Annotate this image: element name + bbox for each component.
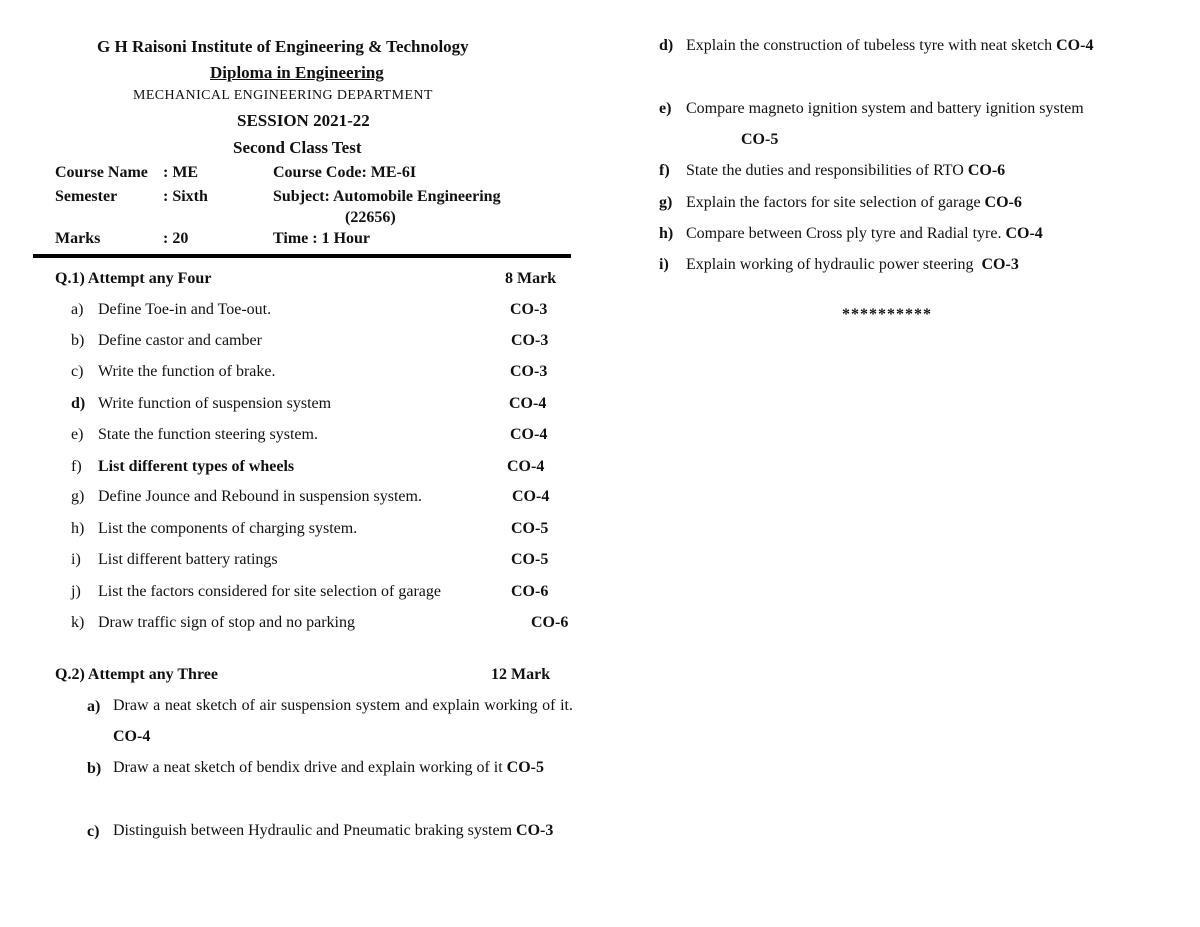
q2-item-co: CO-5 — [741, 131, 779, 148]
q1-item-text: List the factors considered for site selection of garage — [98, 583, 441, 600]
q1-item-label: h) — [71, 520, 85, 537]
q1-item-co: CO-3 — [511, 332, 549, 349]
q1-item-label: k) — [71, 614, 85, 631]
q1-item-co: CO-4 — [512, 488, 550, 505]
q1-item-text: Define castor and camber — [98, 332, 262, 349]
q2-item-label: b) — [87, 760, 102, 777]
q2-item-text: Explain the factors for site selection of garage — [686, 194, 981, 211]
institute-name: G H Raisoni Institute of Engineering & Technology — [97, 37, 469, 56]
time: Time : 1 Hour — [273, 230, 371, 247]
q1-item-text: List different battery ratings — [98, 551, 278, 568]
q2-item-label: f) — [659, 162, 670, 179]
q1-item-label: d) — [71, 395, 86, 412]
subject-code: (22656) — [345, 209, 396, 226]
q1-item-label: j) — [71, 583, 81, 600]
q1-item-text: Write function of suspension system — [98, 395, 332, 412]
header-divider — [33, 254, 571, 258]
q2-item-co: CO-4 — [1056, 37, 1094, 54]
subject: Subject: Automobile Engineering — [273, 188, 501, 205]
q1-item-label: a) — [71, 301, 84, 318]
q2-item-text: Explain working of hydraulic power steering — [686, 256, 974, 273]
q2-item-label: d) — [659, 37, 674, 54]
q1-item-label: g) — [71, 488, 85, 505]
q2-item — [686, 30, 1146, 61]
q2-item-co: CO-4 — [113, 728, 151, 745]
q2-item-label: c) — [87, 823, 100, 840]
q2-item-text: Compare between Cross ply tyre and Radial tyre. — [686, 225, 1002, 242]
q1-item-label: b) — [71, 332, 85, 349]
q2-item-label: a) — [87, 698, 101, 715]
q2-item-text: Draw a neat sketch of bendix drive and explain working of it — [113, 759, 503, 776]
q1-item-text: Write the function of brake. — [98, 363, 276, 380]
q1-item-label: f) — [71, 458, 82, 475]
q1-item-co: CO-3 — [510, 301, 548, 318]
q2-item-label: e) — [659, 100, 672, 117]
marks-label: Marks — [55, 230, 101, 247]
q2-item-label: h) — [659, 225, 674, 242]
q2-item-text: Compare magneto ignition system and battery ignition system — [686, 100, 1084, 117]
q1-item-co: CO-4 — [507, 458, 545, 475]
marks-value: : 20 — [163, 230, 189, 247]
q2-item — [686, 225, 1043, 243]
q1-item-co: CO-5 — [511, 551, 549, 568]
q1-marks: 8 Mark — [505, 270, 557, 287]
q2-item-label: i) — [659, 256, 669, 273]
q1-item-co: CO-6 — [511, 583, 549, 600]
q2-item-co: CO-6 — [967, 162, 1006, 179]
semester-value: : Sixth — [163, 188, 208, 205]
course-code: Course Code: ME-6I — [273, 164, 417, 181]
q2-item-co: CO-5 — [506, 759, 544, 776]
q1-item-label: e) — [71, 426, 84, 443]
q2-item-text: Explain the construction of tubeless tyre with neat sketch — [686, 37, 1053, 54]
q1-item-text: List different types of wheels — [98, 458, 295, 475]
q2-item — [113, 752, 573, 783]
course-name-label: Course Name — [55, 164, 148, 181]
q1-title: Q.1) Attempt any Four — [55, 270, 212, 287]
q1-item-text: State the function steering system. — [98, 426, 318, 443]
department-name: MECHANICAL ENGINEERING DEPARTMENT — [133, 88, 433, 103]
q2-item — [686, 162, 1005, 180]
q1-item-co: CO-6 — [531, 614, 569, 631]
q1-item-text: Define Jounce and Rebound in suspension system. — [98, 488, 422, 505]
q2-item-co: CO-6 — [984, 194, 1022, 211]
q1-item-text: Define Toe-in and Toe-out. — [98, 301, 272, 318]
q1-item-label: i) — [71, 551, 81, 568]
q2-item — [686, 194, 1022, 212]
q2-item-label: g) — [659, 194, 673, 211]
q2-item-co: CO-3 — [981, 256, 1019, 273]
q2-item-text: Draw a neat sketch of air suspension system and explain working of it. — [113, 697, 573, 714]
q1-item-co: CO-4 — [509, 395, 547, 412]
q2-title: Q.2) Attempt any Three — [55, 666, 218, 683]
q2-item-text: Distinguish between Hydraulic and Pneumatic braking system — [113, 822, 513, 839]
q1-item-text: Draw traffic sign of stop and no parking — [98, 614, 355, 631]
q2-item — [113, 690, 573, 752]
q2-item — [113, 815, 573, 846]
semester-label: Semester — [55, 188, 118, 205]
q2-item-co: CO-3 — [516, 822, 554, 839]
q1-item-co: CO-5 — [511, 520, 549, 537]
session-title: SESSION 2021-22 — [237, 111, 370, 130]
q2-item — [686, 256, 1019, 274]
q2-marks: 12 Mark — [491, 666, 551, 683]
q2-item-text: State the duties and responsibilities of RTO — [686, 162, 964, 179]
course-name-value: : ME — [163, 164, 199, 181]
q1-item-co: CO-3 — [510, 363, 548, 380]
q1-item-label: c) — [71, 363, 84, 380]
program-name: Diploma in Engineering — [210, 63, 384, 82]
q1-item-text: List the components of charging system. — [98, 520, 358, 537]
q1-item-co: CO-4 — [510, 426, 548, 443]
q2-item-co: CO-4 — [1005, 225, 1043, 242]
end-of-paper-mark: ********** — [842, 306, 932, 323]
test-title: Second Class Test — [233, 138, 362, 157]
